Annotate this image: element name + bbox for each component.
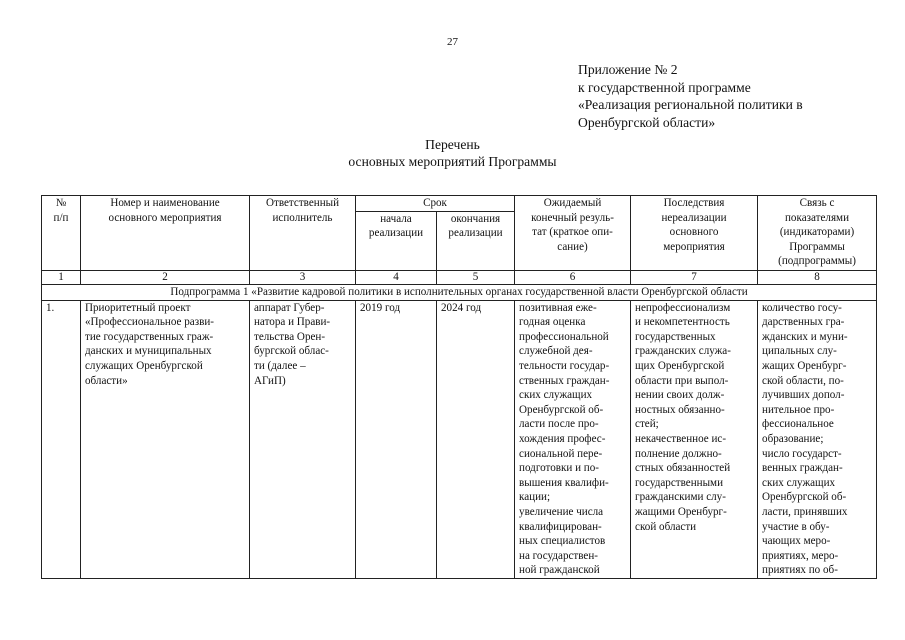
appendix-heading (578, 61, 898, 131)
subprogram-row (42, 284, 877, 300)
column-number: 1 (42, 270, 81, 284)
row-consequences: непрофессионализм и некомпетентность государственных гражданских служа- щих Оренбургской области при выпол- нении своих долж- ностных обязанно- стей; некачественное ис- полнение должно- стных обязанностей государственными гражданскими слу- жащими Оренбург- ской области (631, 300, 758, 578)
header-num: № п/п (42, 196, 81, 271)
row-executor: аппарат Губер- натора и Прави- тельства Орен- бургской облас- ти (далее – АГиП) (250, 300, 356, 578)
activities-table (41, 195, 877, 579)
row-expected-result: позитивная еже- годная оценка профессиональной служебной дея- тельности государ- ственных граждан- ских служащих Оренбургской об- ласти после про- хождения профес- сиональной пере- подготовки и по- вышения квалифи- кации; увеличение числа квалифицирован- ных специалистов на государствен- ной гражданской (515, 300, 631, 578)
title-line: основных мероприятий Программы (348, 154, 557, 169)
column-number: 7 (631, 270, 758, 284)
column-number: 5 (437, 270, 515, 284)
document-title (0, 136, 905, 170)
appendix-line: «Реализация региональной политики в (578, 97, 803, 113)
table-header-row (42, 196, 877, 212)
row-start: 2019 год (356, 300, 437, 578)
title-line: Перечень (425, 137, 480, 152)
appendix-line: Оренбургской области» (578, 114, 716, 130)
page-number: 27 (447, 36, 458, 48)
row-activity-name: Приоритетный проект «Профессиональное разви- тие государственных граж- данских и муниципальных служащих Оренбургской области» (81, 300, 250, 578)
subprogram-title: Подпрограмма 1 «Развитие кадровой политики в исполнительных органах государственной власти Оренбургской области (42, 284, 877, 300)
row-num: 1. (42, 300, 81, 578)
row-indicators-link: количество госу- дарственных гра- жданских и муни- ципальных слу- жащих Оренбург- ской области, по- лучивших допол- нительное про- фессиональное образование; число государст- венных граждан- ских служащих Оренбургской об- ласти, принявших участие в обу- чающих меро- приятиях, меро- приятиях по об- (758, 300, 877, 578)
header-indicators-link: Связь с показателями (индикаторами) Программы (подпрограммы) (758, 196, 877, 271)
header-activity-name: Номер и наименование основного мероприятия (81, 196, 250, 271)
column-number: 3 (250, 270, 356, 284)
header-expected-result: Ожидаемый конечный резуль- тат (краткое опи- сание) (515, 196, 631, 271)
table-row (42, 300, 877, 578)
header-consequences: Последствия нереализации основного мероприятия (631, 196, 758, 271)
column-number: 6 (515, 270, 631, 284)
column-number: 2 (81, 270, 250, 284)
header-term: Срок (356, 196, 515, 212)
appendix-line: к государственной программе (578, 79, 751, 95)
appendix-line: Приложение № 2 (578, 62, 678, 77)
column-number-row (42, 270, 877, 284)
header-end: окончания реализации (437, 211, 515, 270)
header-start: начала реализации (356, 211, 437, 270)
row-end: 2024 год (437, 300, 515, 578)
column-number: 4 (356, 270, 437, 284)
column-number: 8 (758, 270, 877, 284)
header-executor: Ответственный исполнитель (250, 196, 356, 271)
